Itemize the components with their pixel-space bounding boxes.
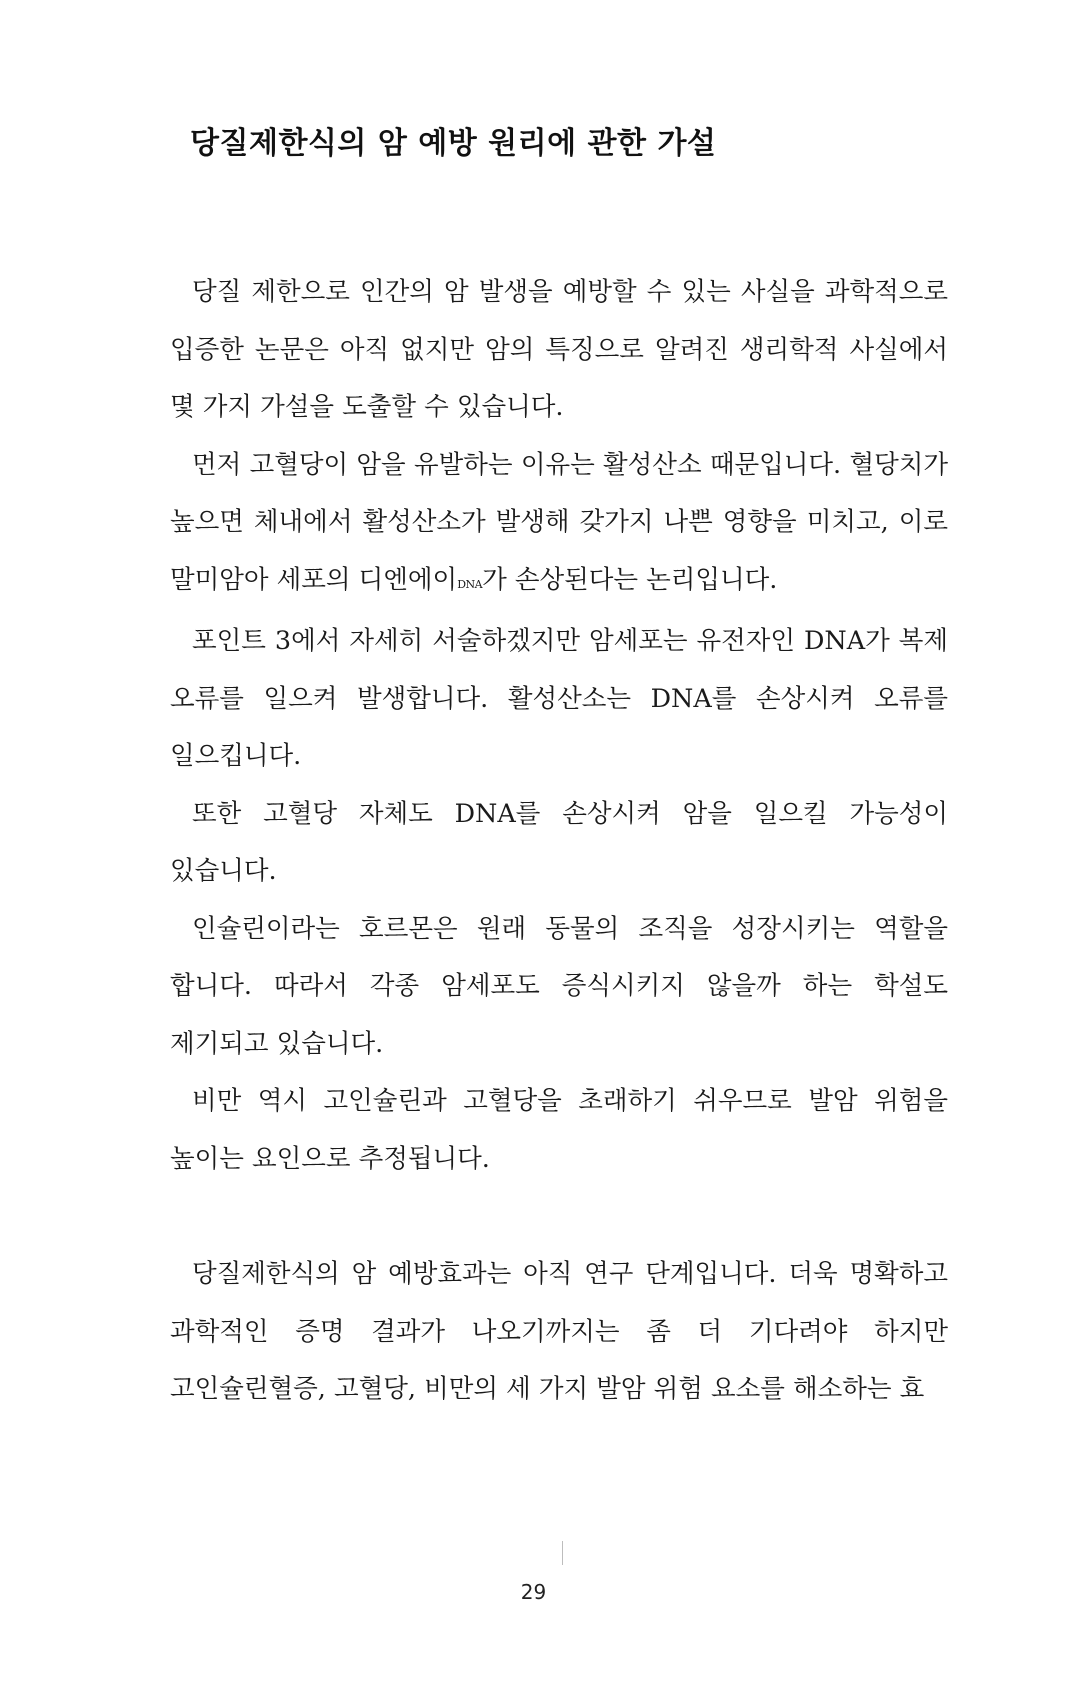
paragraph-5: 인슐린이라는 호르몬은 원래 동물의 조직을 성장시키는 역할을 합니다. 따라서 각종 암세포도 증식시키지 않을까 하는 학설도 제기되고 있습니다. — [170, 913, 948, 1059]
section-heading: 당질제한식의 암 예방 원리에 관한 가설 — [190, 126, 717, 161]
body-text — [170, 264, 948, 1419]
paragraph-1: 당질 제한으로 인간의 암 발생을 예방할 수 있는 사실을 과학적으로 입증한 논문은 아직 없지만 암의 특징으로 알려진 생리학적 사실에서 몇 가지 가설을 도출할 수 있습니다. — [170, 277, 948, 422]
page-number: 29 — [520, 1580, 547, 1604]
page-number-divider — [562, 1541, 563, 1565]
paragraph-2-text-b: 가 손상된다는 논리입니다. — [482, 564, 778, 595]
paragraph-3: 포인트 3에서 자세히 서술하겠지만 암세포는 유전자인 DNA가 복제 오류를 일으켜 발생합니다. 활성산소는 DNA를 손상시켜 오류를 일으킵니다. — [170, 626, 948, 771]
paragraph-4: 또한 고혈당 자체도 DNA를 손상시켜 암을 일으킬 가능성이 있습니다. — [170, 798, 948, 886]
dna-annotation: DNA — [457, 577, 483, 591]
paragraph-2 — [170, 437, 948, 614]
paragraph-6: 비만 역시 고인슐린과 고혈당을 초래하기 쉬우므로 발암 위험을 높이는 요인으로 추정됩니다. — [170, 1086, 948, 1174]
paragraph-2-text-a: 먼저 고혈당이 암을 유발하는 이유는 활성산소 때문입니다. 혈당치가 높으면 체내에서 활성산소가 발생해 갖가지 나쁜 영향을 미치고, 이로 말미암아 세포의 디엔에이 — [170, 449, 948, 595]
paragraph-7: 당질제한식의 암 예방효과는 아직 연구 단계입니다. 더욱 명확하고 과학적인 증명 결과가 나오기까지는 좀 더 기다려야 하지만 고인슐린혈증, 고혈당, 비만의 세 가지 발암 위험 요소를 해소하는 효 — [170, 1259, 948, 1404]
